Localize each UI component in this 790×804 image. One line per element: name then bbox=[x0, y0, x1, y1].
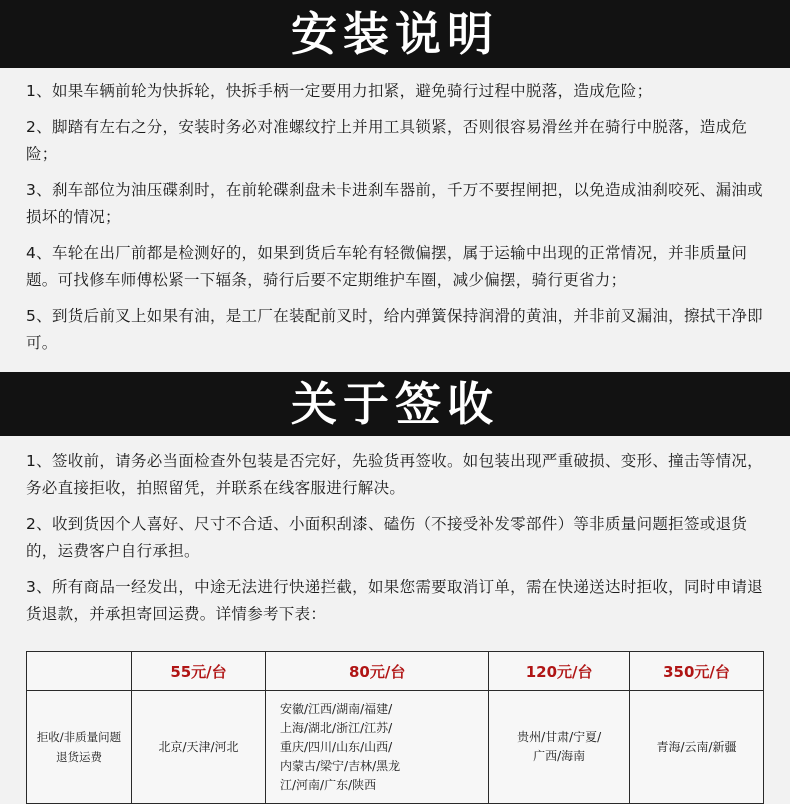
install-header bbox=[0, 0, 790, 68]
regions-80-line: 安徽/江西/湖南/福建/ bbox=[280, 701, 393, 716]
return-fee-table bbox=[26, 651, 764, 804]
price-350: 350元/台 bbox=[629, 652, 763, 691]
regions-80-line: 内蒙古/梁宁/吉林/黑龙 bbox=[280, 758, 401, 773]
receipt-item-1: 1、签收前，请务必当面检查外包装是否完好，先验货再签收。如包装出现严重破损、变形、撞击等情况，务必直接拒收，拍照留凭，并联系在线客服进行解决。 bbox=[26, 452, 763, 497]
row-label bbox=[27, 691, 132, 804]
install-item-5: 5、到货后前叉上如果有油，是工厂在装配前叉时，给内弹簧保持润滑的黄油，并非前叉漏油，擦拭干净即可。 bbox=[26, 307, 763, 352]
install-title: 安装说明 bbox=[291, 7, 499, 61]
receipt-title: 关于签收 bbox=[291, 377, 499, 431]
regions-120 bbox=[489, 691, 630, 804]
regions-row bbox=[27, 691, 764, 804]
price-80: 80元/台 bbox=[266, 652, 489, 691]
install-section bbox=[0, 68, 790, 372]
table-corner-cell bbox=[27, 652, 132, 691]
receipt-section bbox=[0, 436, 790, 643]
receipt-header bbox=[0, 372, 790, 436]
regions-350: 青海/云南/新疆 bbox=[629, 691, 763, 804]
regions-80-line: 上海/湖北/浙江/江苏/ bbox=[280, 720, 393, 735]
regions-80-line: 重庆/四川/山东/山西/ bbox=[280, 739, 393, 754]
price-55: 55元/台 bbox=[132, 652, 266, 691]
price-120: 120元/台 bbox=[489, 652, 630, 691]
install-item-2: 2、脚踏有左右之分，安装时务必对准螺纹拧上并用工具锁紧，否则很容易滑丝并在骑行中脱落，造成危险； bbox=[26, 118, 748, 163]
receipt-item-2: 2、收到货因个人喜好、尺寸不合适、小面积刮漆、磕伤（不接受补发零部件）等非质量问题拒签或退货的，运费客户自行承担。 bbox=[26, 515, 748, 560]
install-item-4: 4、车轮在出厂前都是检测好的，如果到货后车轮有轻微偏摆，属于运输中出现的正常情况，并非质量问题。可找修车师傅松紧一下辐条，骑行后要不定期维护车圈，减少偏摆，骑行更省力； bbox=[26, 244, 748, 289]
regions-120-line: 贵州/甘肃/宁夏/ bbox=[517, 730, 602, 744]
regions-55: 北京/天津/河北 bbox=[132, 691, 266, 804]
price-row bbox=[27, 652, 764, 691]
receipt-item-3: 3、所有商品一经发出，中途无法进行快递拦截，如果您需要取消订单，需在快递送达时拒收，同时申请退货退款，并承担寄回运费。详情参考下表： bbox=[26, 578, 763, 623]
regions-80-line: 江/河南/广东/陕西 bbox=[280, 777, 377, 792]
regions-120-line: 广西/海南 bbox=[533, 749, 586, 763]
row-label-line-2: 退货运费 bbox=[56, 750, 102, 764]
row-label-line-1: 拒收/非质量问题 bbox=[36, 730, 122, 744]
install-item-1: 1、如果车辆前轮为快拆轮，快拆手柄一定要用力扣紧，避免骑行过程中脱落，造成危险； bbox=[26, 82, 653, 100]
install-item-3: 3、刹车部位为油压碟刹时，在前轮碟刹盘未卡进刹车器前，千万不要捏闸把，以免造成油刹咬死、漏油或损坏的情况； bbox=[26, 181, 763, 226]
regions-80 bbox=[266, 691, 489, 804]
